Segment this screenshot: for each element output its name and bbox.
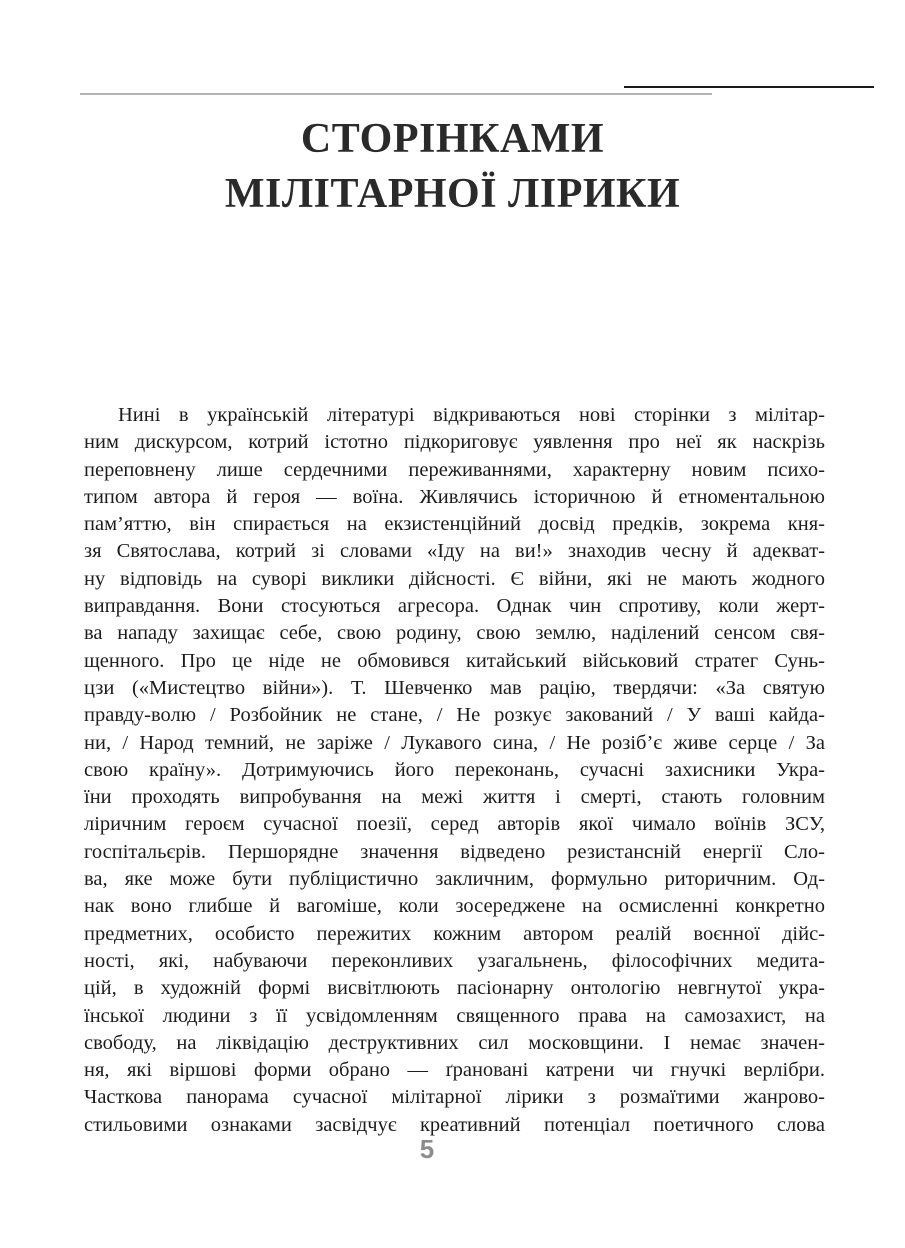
body-line: Нині в українській літературі відкриваються нові сторінки з мілітар- bbox=[118, 404, 825, 426]
body-line: ня, які віршові форми обрано — ґрановані катрени чи гнучкі верлібри. bbox=[84, 1059, 825, 1082]
body-line: ни, / Народ темний, не заріже / Лукавого сина, / Не розіб’є живе серце / За bbox=[84, 731, 825, 754]
page-number: 5 bbox=[419, 1134, 435, 1164]
body-line: госпітальєрів. Першорядне значення відведено резистансній енергії Сло- bbox=[84, 840, 825, 863]
body-line: предметних, особисто пережитих кожним автором реалій воєнної дійс- bbox=[84, 922, 825, 945]
body-line: ним дискурсом, котрий істотно підкориговує уявлення про неї як наскрізь bbox=[84, 431, 825, 454]
body-line: ва, яке може бути публіцистично закличним, формульно риторичним. Од- bbox=[84, 868, 825, 891]
chapter-title-line-1: СТОРІНКАМИ bbox=[300, 116, 605, 162]
body-line: пам’яттю, він спирається на екзистенційний досвід предків, зокрема кня- bbox=[84, 513, 825, 536]
body-line: їни проходять випробування на межі життя і смерті, стають головним bbox=[84, 786, 825, 809]
body-line: виправдання. Вони стосуються агресора. Однак чин спротиву, коли жерт- bbox=[84, 595, 825, 618]
body-line: ності, які, набуваючи переконливих узагальнень, філософічних медита- bbox=[84, 949, 825, 972]
body-line: ну відповідь на суворі виклики дійсності. Є війни, які не мають жодного bbox=[84, 567, 825, 590]
body-line: правду-волю / Розбойник не стане, / Не розкує закований / У ваші кайда- bbox=[84, 704, 825, 727]
header-rule-gray bbox=[80, 93, 712, 95]
header-rule-dark bbox=[624, 86, 874, 88]
body-line: цзи («Мистецтво війни»). Т. Шевченко мав рацію, твердячи: «За святую bbox=[84, 676, 825, 699]
body-line: свободу, на ліквідацію деструктивних сил московщини. І немає значен- bbox=[84, 1031, 825, 1054]
body-line: цій, в художній формі висвітлюють пасіонарну онтологію невгнутої укра- bbox=[84, 977, 825, 1000]
body-line: Часткова панорама сучасної мілітарної лірики з розмаїтими жанрово- bbox=[84, 1086, 825, 1109]
body-line: зя Святослава, котрий зі словами «Іду на ви!» знаходив чесну й адекват- bbox=[84, 540, 825, 563]
body-line: типом автора й героя — воїна. Живлячись історичною й етноментальною bbox=[84, 485, 825, 508]
body-paragraph bbox=[84, 402, 825, 1139]
chapter-title-line-2: МІЛІТАРНОЇ ЛІРИКИ bbox=[224, 171, 681, 217]
chapter-title bbox=[80, 112, 825, 222]
body-line: ва нападу захищає себе, свою родину, свою землю, наділений сенсом свя- bbox=[84, 622, 825, 645]
body-line: ліричним героєм сучасної поезії, серед авторів якої чимало воїнів ЗСУ, bbox=[84, 813, 825, 836]
body-line: свою країну». Дотримуючись його переконань, сучасні захисники Укра- bbox=[84, 758, 825, 781]
body-line: нак воно глибше й вагоміше, коли зосереджене на осмисленні конкретно bbox=[84, 895, 825, 918]
body-line: стильовими ознаками засвідчує креативний потенціал поетичного слова bbox=[84, 1113, 825, 1136]
body-line: переповнену лише сердечними переживаннями, характерну новим психо- bbox=[84, 458, 825, 481]
body-line: їнської людини з її усвідомленням священного права на самозахист, на bbox=[84, 1004, 825, 1027]
body-line: щенного. Про це ніде не обмовився китайський військовий стратег Сунь- bbox=[84, 649, 825, 672]
